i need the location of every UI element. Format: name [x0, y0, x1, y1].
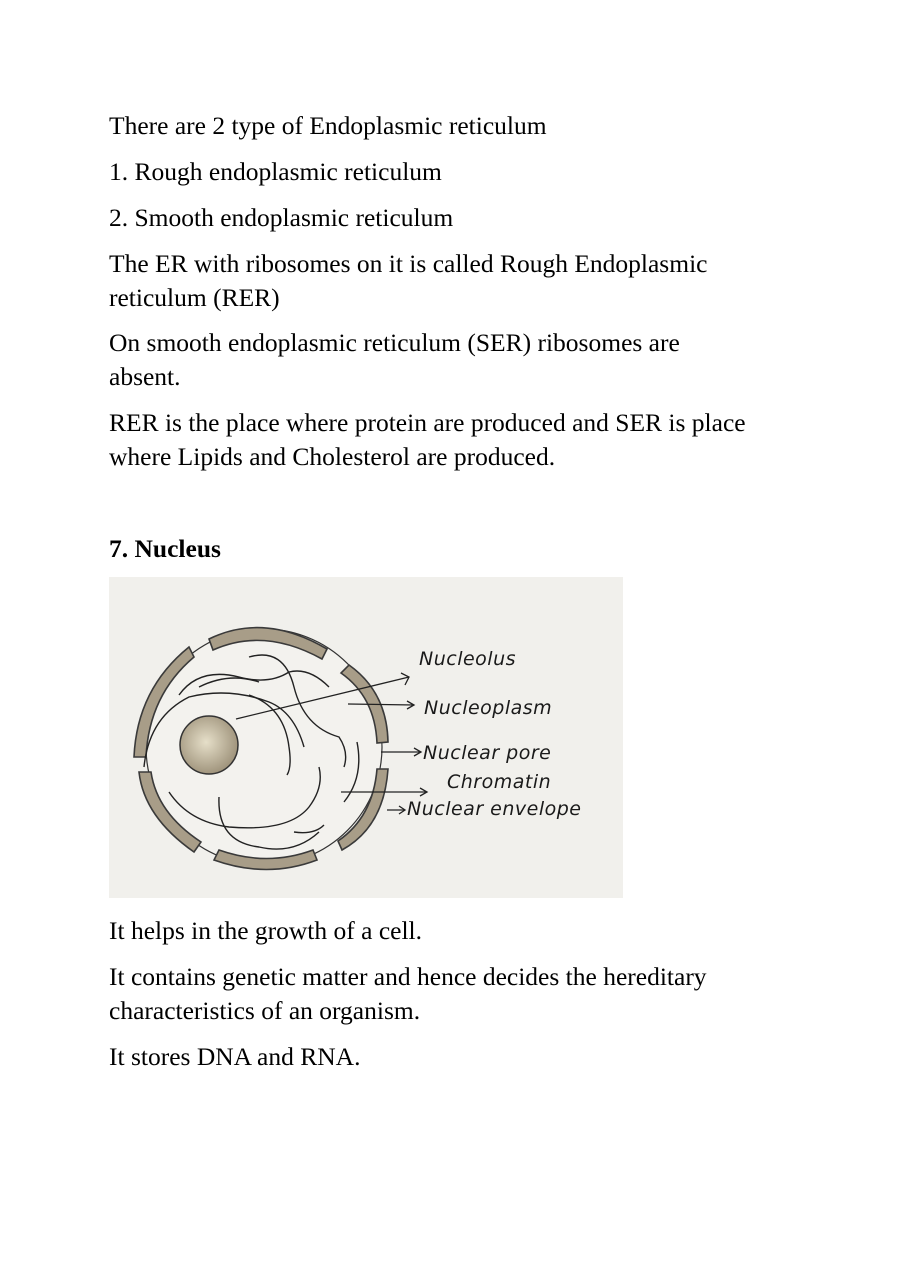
intro-text: There are 2 type of Endoplasmic reticulum: [109, 111, 547, 140]
section-heading-nucleus: 7. Nucleus: [109, 534, 221, 563]
list-item-rough-er: 1. Rough endoplasmic reticulum: [109, 157, 442, 186]
label-nucleoplasm: Nucleoplasm: [424, 697, 553, 719]
nucleus-fact-growth: It helps in the growth of a cell.: [109, 916, 422, 945]
nucleus-diagram: [109, 577, 623, 898]
nucleus-fact-genetic-line2: characteristics of an organism.: [109, 996, 421, 1025]
ser-definition-line2: absent.: [109, 362, 181, 391]
label-nuclear-envelope: Nuclear envelope: [407, 798, 582, 820]
list-item-smooth-er: 2. Smooth endoplasmic reticulum: [109, 203, 454, 232]
rer-definition-line2: reticulum (RER): [109, 283, 280, 312]
er-functions-line1: RER is the place where protein are produced and SER is place: [109, 408, 746, 437]
label-nucleolus: Nucleolus: [419, 648, 517, 670]
nucleolus-shape: [180, 716, 238, 774]
nucleus-fact-genetic-line1: It contains genetic matter and hence decides the hereditary: [109, 962, 707, 991]
label-chromatin: Chromatin: [447, 771, 552, 793]
nucleus-fact-dna-rna: It stores DNA and RNA.: [109, 1042, 361, 1071]
er-functions-line2: where Lipids and Cholesterol are produced.: [109, 442, 556, 471]
label-nuclear-pore: Nuclear pore: [423, 742, 552, 764]
ser-definition-line1: On smooth endoplasmic reticulum (SER) ribosomes are: [109, 328, 680, 357]
rer-definition-line1: The ER with ribosomes on it is called Rough Endoplasmic: [109, 249, 708, 278]
